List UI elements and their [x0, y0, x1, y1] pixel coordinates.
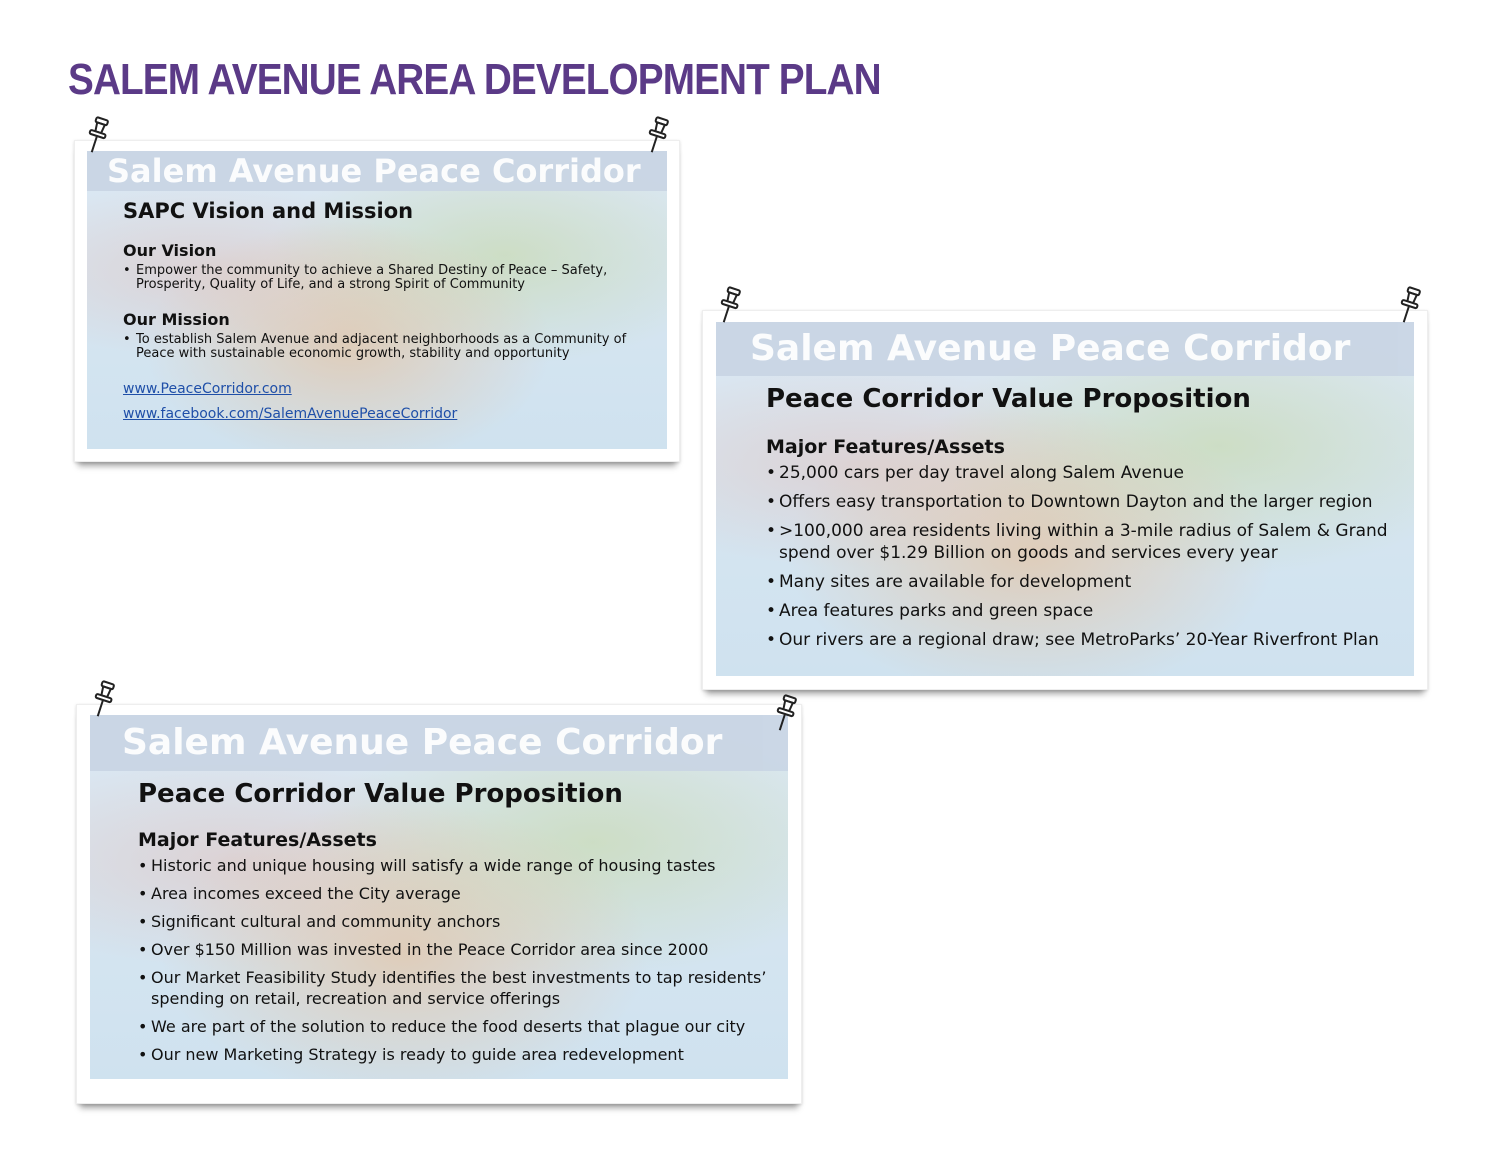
list-item: • Area features parks and green space [766, 600, 1396, 622]
slide-card-value-proposition-2 [76, 704, 802, 1104]
pushpin-icon [90, 680, 116, 720]
slide-content [123, 199, 653, 427]
slide-title: SAPC Vision and Mission [123, 199, 414, 223]
page-title: SALEM AVENUE AREA DEVELOPMENT PLAN [68, 55, 881, 104]
slide-content [766, 384, 1396, 658]
list-item: • Area incomes exceed the City average [138, 883, 778, 904]
slide-subtitle: Major Features/Assets [138, 829, 377, 851]
vision-heading: Our Vision [123, 241, 217, 260]
list-item: • Significant cultural and community anchors [138, 911, 778, 932]
features-list [766, 462, 1396, 651]
pushpin-icon [644, 116, 670, 156]
slide-links [123, 377, 653, 427]
slide-title: Peace Corridor Value Proposition [766, 384, 1251, 414]
slide-card-value-proposition-1 [702, 310, 1428, 690]
vision-list [123, 264, 653, 292]
slide-banner: Salem Avenue Peace Corridor [716, 322, 1414, 376]
list-item: • Many sites are available for development [766, 571, 1396, 593]
slide-subtitle: Major Features/Assets [766, 436, 1005, 458]
slide-image [716, 322, 1414, 676]
facebook-link[interactable]: www.facebook.com/SalemAvenuePeaceCorridor [123, 406, 458, 422]
slide-banner: Salem Avenue Peace Corridor [90, 715, 788, 771]
pushpin-icon [772, 694, 798, 734]
list-item: • >100,000 area residents living within a 3-mile radius of Salem & Grand spend over $1.29 Billion on goods and services every year [766, 520, 1396, 564]
slide-image [87, 151, 667, 449]
pushpin-icon [716, 286, 742, 326]
slide-card-vision-mission [74, 140, 680, 462]
features-list [138, 855, 778, 1065]
slide-image [90, 715, 788, 1079]
mission-bullet: • To establish Salem Avenue and adjacent neighborhoods as a Community of Peace with sustainable economic growth, stability and opportunity [123, 333, 653, 361]
list-item: • We are part of the solution to reduce the food deserts that plague our city [138, 1016, 778, 1037]
list-item: • Our new Marketing Strategy is ready to guide area redevelopment [138, 1044, 778, 1065]
list-item: • Our Market Feasibility Study identifies the best investments to tap residents’ spending on retail, recreation and service offerings [138, 967, 778, 1009]
pushpin-icon [1396, 286, 1422, 326]
slide-content [138, 779, 778, 1072]
mission-list [123, 333, 653, 361]
slide-title: Peace Corridor Value Proposition [138, 779, 623, 809]
mission-heading: Our Mission [123, 310, 230, 329]
list-item: • Offers easy transportation to Downtown Dayton and the larger region [766, 491, 1396, 513]
slide-banner: Salem Avenue Peace Corridor [87, 151, 667, 191]
list-item: • Over $150 Million was invested in the Peace Corridor area since 2000 [138, 939, 778, 960]
peace-corridor-link[interactable]: www.PeaceCorridor.com [123, 381, 292, 397]
list-item: • Our rivers are a regional draw; see MetroParks’ 20-Year Riverfront Plan [766, 629, 1396, 651]
list-item: • Historic and unique housing will satisfy a wide range of housing tastes [138, 855, 778, 876]
list-item: • 25,000 cars per day travel along Salem Avenue [766, 462, 1396, 484]
vision-bullet: • Empower the community to achieve a Shared Destiny of Peace – Safety, Prosperity, Quality of Life, and a strong Spirit of Community [123, 264, 653, 292]
pushpin-icon [84, 116, 110, 156]
